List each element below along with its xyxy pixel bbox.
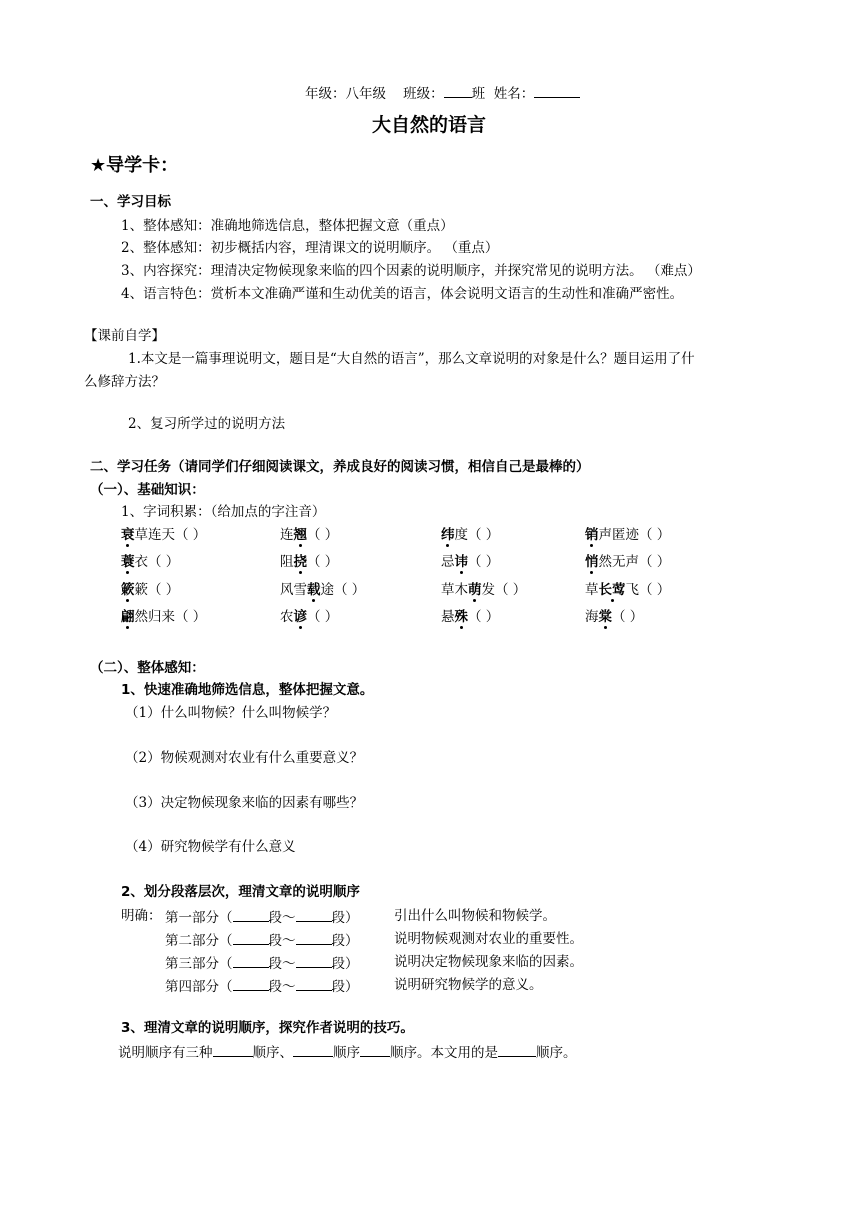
part-end: 段）	[331, 910, 359, 926]
part-start-blank[interactable]	[233, 953, 269, 968]
vocab-rest: 发（ ）	[481, 582, 527, 598]
order-text-a: 说明顺序有三种	[118, 1045, 213, 1061]
vocab-prefix: 草	[585, 582, 599, 598]
vocab-item	[585, 581, 670, 599]
part-start-blank[interactable]	[233, 930, 269, 945]
part-mid: 段～	[268, 956, 296, 972]
page-title: 大自然的语言	[372, 114, 487, 136]
part-end-blank[interactable]	[296, 930, 332, 945]
vocab-item	[585, 526, 670, 544]
class-blank[interactable]	[444, 83, 472, 98]
vocab-prefix: 忌	[441, 554, 455, 570]
vocab-dotted-char: 衰	[121, 527, 135, 543]
class-label: 班级：	[403, 86, 444, 102]
section1-heading: 一、学习目标	[90, 194, 171, 210]
question-4: （4）研究物候学有什么意义	[125, 839, 296, 855]
vocab-rest: 途（ ）	[320, 582, 366, 598]
vocab-dotted-char: 翘	[293, 527, 307, 543]
vocab-dotted-char: 殊	[454, 609, 468, 625]
vocab-prefix: 农	[280, 609, 294, 625]
task-1: 1、快速准确地筛选信息，整体把握文意。	[121, 682, 374, 698]
section2-heading: 二、学习任务（请同学们仔细阅读课文，养成良好的阅读习惯，相信自己是最棒的）	[90, 459, 590, 475]
order-blank-2[interactable]	[293, 1042, 333, 1057]
vocab-rest: 衣（ ）	[134, 554, 180, 570]
part-line	[165, 907, 556, 927]
vocab-item	[280, 608, 338, 626]
vocab-dotted-char: 萌	[468, 582, 482, 598]
overall-perception-heading: （二）、整体感知：	[90, 660, 205, 676]
vocab-prefix: 风雪	[280, 582, 307, 598]
order-text-d: 顺序。本文用的是	[390, 1045, 498, 1061]
vocab-dotted-char: 簌	[121, 582, 135, 598]
vocab-item	[441, 553, 499, 571]
vocab-rest: 簌（ ）	[134, 582, 180, 598]
part-name: 第四部分（	[165, 979, 233, 995]
order-text-e: 顺序。	[536, 1045, 577, 1061]
vocab-rest: （ ）	[468, 609, 500, 625]
vocab-item	[280, 553, 338, 571]
vocab-dotted-char: 谚	[293, 609, 307, 625]
name-label: 姓名：	[493, 86, 535, 102]
part-end-blank[interactable]	[296, 907, 332, 922]
vocab-rest: （ ）	[307, 609, 339, 625]
part-end-blank[interactable]	[296, 953, 332, 968]
vocab-item	[585, 608, 643, 626]
part-end: 段）	[331, 979, 359, 995]
part-name: 第三部分（	[165, 956, 233, 972]
order-blank-1[interactable]	[213, 1042, 253, 1057]
part-end: 段）	[331, 933, 359, 949]
vocab-item	[121, 553, 179, 571]
vocab-intro: 1、字词积累：（给加点的字注音）	[121, 504, 326, 520]
preview-question-2: 2、复习所学过的说明方法	[128, 416, 286, 432]
vocab-item	[121, 581, 179, 599]
vocab-item	[121, 608, 206, 626]
vocab-dotted-char: 纬	[441, 527, 455, 543]
vocab-prefix: 悬	[441, 609, 455, 625]
vocab-rest: 飞（ ）	[625, 582, 671, 598]
vocab-rest: 草连天（ ）	[134, 527, 207, 543]
part-end: 段）	[331, 956, 359, 972]
part-start-blank[interactable]	[233, 976, 269, 991]
vocab-dotted-char: 挠	[293, 554, 307, 570]
clarify-label: 明确：	[121, 908, 162, 924]
name-blank[interactable]	[534, 83, 580, 98]
vocab-item	[441, 608, 499, 626]
vocab-rest: （ ）	[612, 609, 644, 625]
question-2: （2）物候观测对农业有什么重要意义？	[125, 750, 364, 766]
class-suffix: 班	[471, 86, 486, 102]
vocab-dotted-char: 棠	[598, 609, 612, 625]
vocab-item	[280, 581, 365, 599]
preview-question-1: 1.本文是一篇事理说明文，题目是“大自然的语言”，那么文章说明的对象是什么？题目运用了什	[128, 351, 695, 367]
vocab-prefix: 草木	[441, 582, 468, 598]
vocab-prefix: 连	[280, 527, 294, 543]
preview-question-1-cont: 么修辞方法？	[84, 374, 165, 390]
order-blank-4[interactable]	[498, 1042, 536, 1057]
vocab-item	[585, 553, 670, 571]
grade-label: 年级：八年级	[305, 86, 386, 102]
part-mid: 段～	[268, 933, 296, 949]
vocab-rest: （ ）	[468, 554, 500, 570]
vocab-dotted-char: 讳	[454, 554, 468, 570]
part-name: 第一部分（	[165, 910, 233, 926]
vocab-prefix: 阻	[280, 554, 294, 570]
vocab-rest: （ ）	[307, 554, 339, 570]
objective-item: 2、整体感知：初步概括内容，理清课文的说明顺序。 （重点）	[121, 240, 499, 256]
vocab-rest: （ ）	[307, 527, 339, 543]
vocab-rest: 然无声（ ）	[598, 554, 671, 570]
vocab-dotted-char: 悄	[585, 554, 599, 570]
guide-card-heading: ★导学卡：	[90, 155, 179, 176]
order-text-c: 顺序	[333, 1045, 360, 1061]
vocab-dotted-char: 载	[307, 582, 321, 598]
objective-item: 1、整体感知：准确地筛选信息，整体把握文意（重点）	[121, 218, 454, 234]
vocab-dotted-char: 翩	[121, 609, 135, 625]
vocab-rest: 声匿迹（ ）	[598, 527, 671, 543]
order-blank-3[interactable]	[360, 1042, 390, 1057]
vocab-prefix: 海	[585, 609, 599, 625]
vocab-item	[280, 526, 338, 544]
task-3: 3、理清文章的说明顺序，探究作者说明的技巧。	[121, 1020, 414, 1036]
vocab-dotted-char: 销	[585, 527, 599, 543]
part-start-blank[interactable]	[233, 907, 269, 922]
vocab-dotted-char: 蓑	[121, 554, 135, 570]
part-line	[165, 953, 583, 973]
preview-heading: 【课前自学】	[84, 328, 165, 344]
part-name: 第二部分（	[165, 933, 233, 949]
part-mid: 段～	[268, 910, 296, 926]
objective-item: 3、内容探究：理清决定物候现象来临的四个因素的说明顺序，并探究常见的说明方法。 （难点）	[121, 263, 701, 279]
part-line	[165, 930, 583, 950]
order-sentence	[118, 1042, 577, 1062]
vocab-item	[121, 526, 206, 544]
part-description: 说明物候观测对农业的重要性。	[394, 931, 583, 947]
vocab-item	[441, 581, 526, 599]
part-description: 说明研究物候学的意义。	[394, 977, 543, 993]
vocab-dotted-char: 长莺	[598, 582, 626, 598]
basic-knowledge-heading: （一）、基础知识：	[90, 482, 205, 498]
part-line	[165, 976, 543, 996]
vocab-rest: 然归来（ ）	[134, 609, 207, 625]
vocab-rest: 度（ ）	[454, 527, 500, 543]
vocab-item	[441, 526, 499, 544]
task-2: 2、划分段落层次，理清文章的说明顺序	[121, 884, 360, 900]
objective-item: 4、语言特色：赏析本文准确严谨和生动优美的语言，体会说明文语言的生动性和准确严密性。	[121, 286, 684, 302]
question-1: （1）什么叫物候？什么叫物候学？	[125, 705, 337, 721]
question-3: （3）决定物候现象来临的因素有哪些？	[125, 795, 364, 811]
order-text-b: 顺序、	[252, 1045, 293, 1061]
part-description: 说明决定物候现象来临的因素。	[394, 954, 583, 970]
part-end-blank[interactable]	[296, 976, 332, 991]
header-line	[305, 83, 580, 103]
part-description: 引出什么叫物候和物候学。	[394, 908, 556, 924]
part-mid: 段～	[268, 979, 296, 995]
